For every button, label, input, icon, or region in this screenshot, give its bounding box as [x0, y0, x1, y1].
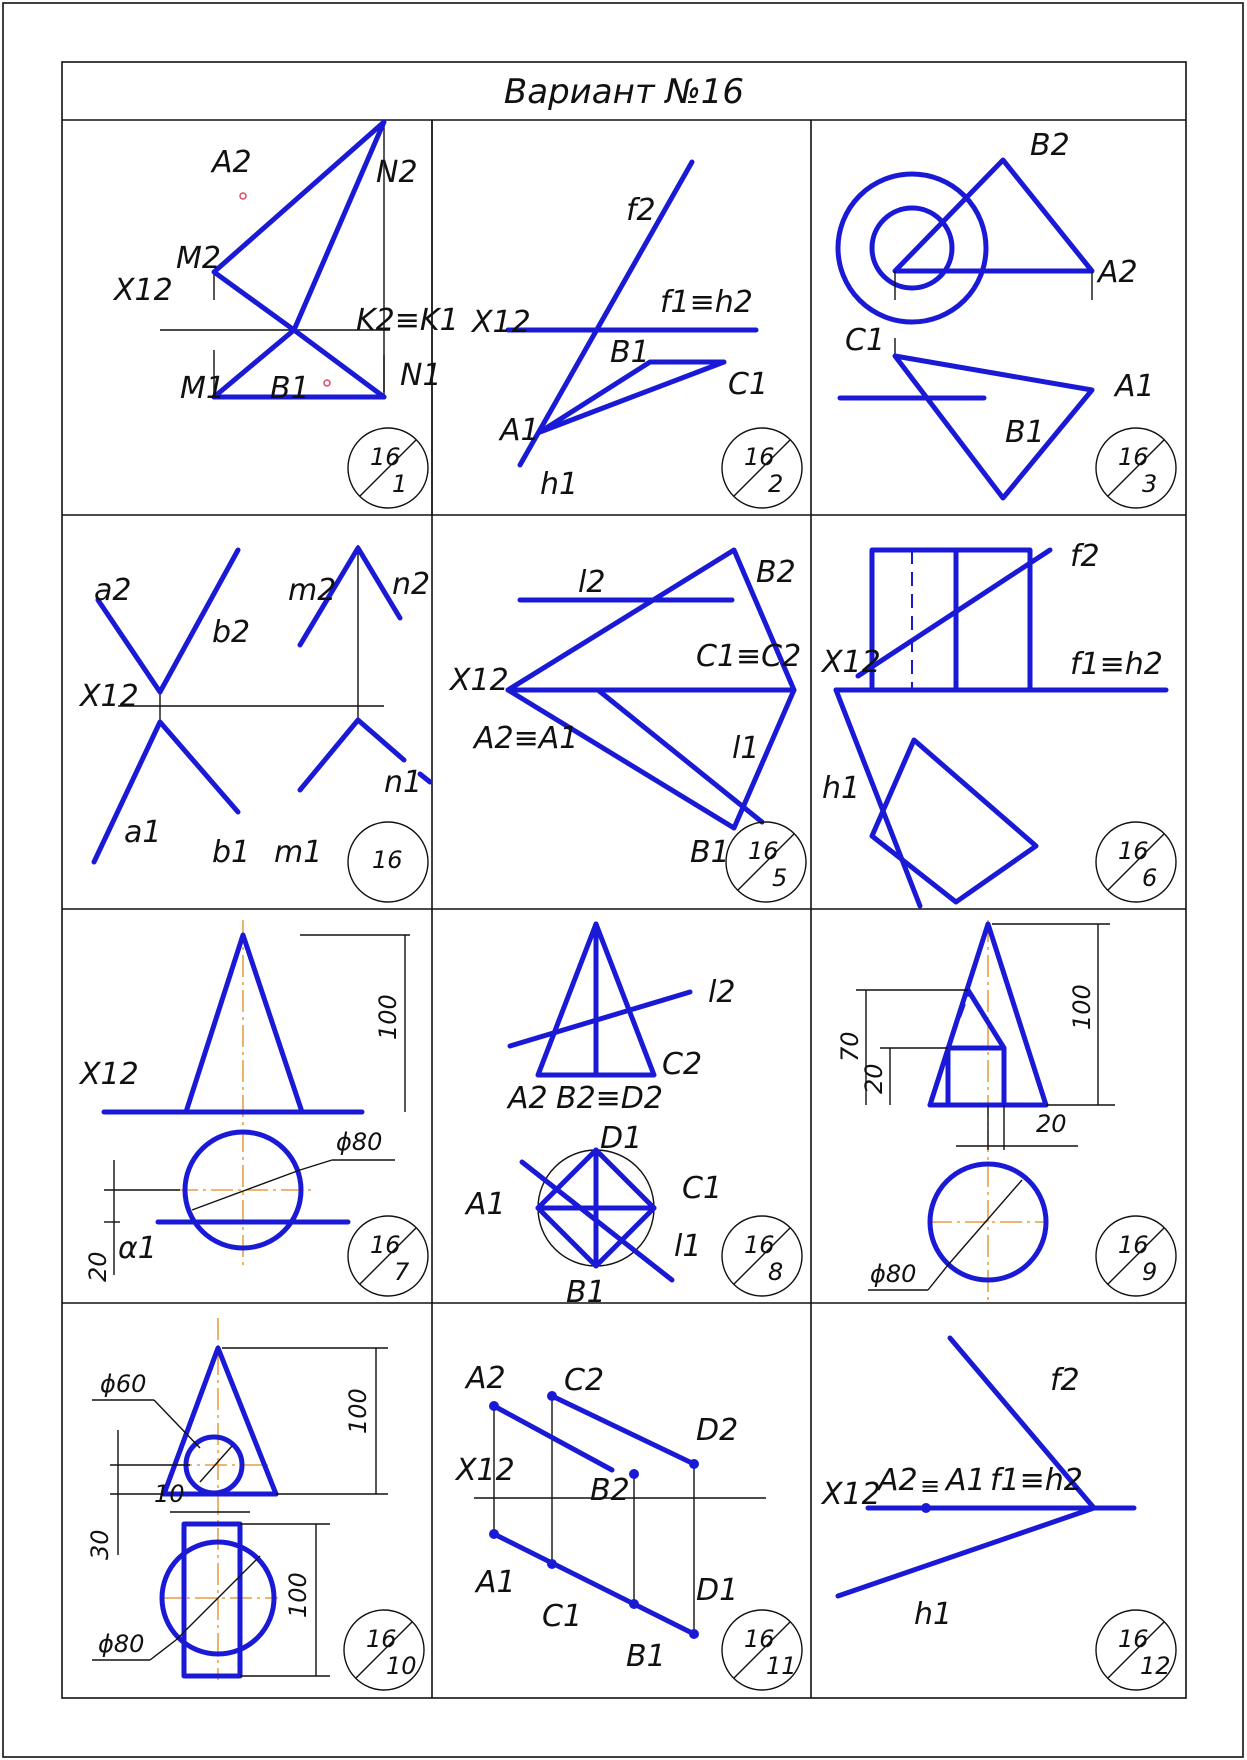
cell-8-label-4: D1	[600, 1121, 643, 1156]
cell-11-label-8: D1	[696, 1573, 739, 1608]
cell-4-label-1: b2	[212, 615, 251, 650]
cell-7-label-4: α1	[118, 1231, 157, 1266]
cell-5-label-4: A2≡A1	[474, 721, 579, 756]
cell-4-badge	[348, 822, 428, 902]
cell-1-label-0: A2	[212, 145, 252, 180]
cell-7-badge-bottom: 7	[394, 1258, 410, 1286]
cell-11-badge-top: 16	[744, 1625, 775, 1653]
cell-2-label-5: A1	[500, 413, 540, 448]
cell-10-label-0: ϕ60	[100, 1370, 147, 1398]
cell-2	[470, 162, 802, 508]
cell-1	[112, 120, 459, 515]
cell-9-label-1: 70	[836, 1031, 864, 1062]
cell-12-label-4: A1	[946, 1463, 986, 1498]
cell-6-badge-top: 16	[1118, 837, 1149, 865]
main-frame	[62, 62, 1186, 1698]
cell-9	[836, 920, 1176, 1300]
cell-12-badge-top: 16	[1118, 1625, 1149, 1653]
cell-12-label-2: A2	[878, 1463, 918, 1498]
cell-5-label-2: X12	[450, 663, 509, 698]
cell-5	[448, 550, 806, 902]
cell-6-label-2: f1≡h2	[1070, 647, 1163, 682]
cell-10-label-4: 100	[284, 1572, 312, 1618]
cell-5-badge	[726, 822, 806, 902]
cell-6-badge-bottom: 6	[1142, 864, 1158, 892]
cell-5-label-1: B2	[756, 555, 796, 590]
cell-1-badge-bottom: 1	[392, 470, 408, 498]
cell-11-label-4: B2	[590, 1473, 630, 1508]
cell-4	[78, 545, 430, 902]
cell-12	[820, 1338, 1176, 1690]
cell-10-badge	[344, 1610, 424, 1690]
cell-11	[454, 1361, 802, 1690]
cell-6	[820, 539, 1176, 906]
cell-12-label-5: f1≡h2	[990, 1463, 1083, 1498]
cell-5-label-3: C1≡C2	[696, 639, 802, 674]
cell-4-label-3: n2	[392, 567, 431, 602]
cell-6-label-1: X12	[822, 645, 881, 680]
cell-11-badge	[722, 1610, 802, 1690]
cell-4-badge-top: 16	[372, 846, 403, 874]
cell-9-badge-top: 16	[1118, 1231, 1149, 1259]
cell-8-label-0: l2	[708, 975, 736, 1010]
cell-8	[464, 924, 802, 1310]
cell-9-label-4: ϕ80	[870, 1260, 917, 1288]
cell-8-label-1: C2	[662, 1047, 703, 1082]
cell-3-badge	[1096, 428, 1176, 508]
cell-5-label-6: B1	[690, 835, 730, 870]
cell-7-badge-top: 16	[370, 1231, 401, 1259]
cell-8-label-8: B1	[566, 1275, 606, 1310]
cell-10-label-5: ϕ80	[98, 1630, 145, 1658]
cell-7-label-3: 20	[84, 1251, 112, 1282]
cell-2-label-3: B1	[610, 335, 650, 370]
cell-12-label-1: X12	[822, 1477, 881, 1512]
cell-11-badge-bottom: 11	[766, 1652, 797, 1680]
cell-1-badge-top: 16	[370, 443, 401, 471]
cell-5-label-5: l1	[732, 731, 760, 766]
cell-11-label-3: X12	[456, 1453, 515, 1488]
cell-7-label-2: ϕ80	[336, 1128, 383, 1156]
cell-1-label-2: M2	[176, 241, 221, 276]
cell-12-label-3: ≡	[920, 1472, 941, 1500]
cell-3-badge-bottom: 3	[1142, 470, 1158, 498]
cell-8-label-7: l1	[674, 1229, 702, 1264]
cell-9-label-2: 20	[860, 1063, 888, 1094]
cell-8-label-3: B2≡D2	[556, 1081, 663, 1116]
cell-2-label-1: X12	[472, 305, 531, 340]
cell-3-label-1: A2	[1098, 255, 1138, 290]
cell-6-badge	[1096, 822, 1176, 902]
cell-6-label-3: h1	[822, 771, 861, 806]
cell-6-label-0: f2	[1070, 539, 1100, 574]
cell-7-label-0: X12	[80, 1057, 139, 1092]
cell-1-label-6: B1	[270, 371, 310, 406]
cell-4-label-5: n1	[384, 765, 423, 800]
cell-2-label-4: C1	[728, 367, 769, 402]
cell-8-label-6: C1	[682, 1171, 723, 1206]
cell-8-badge-bottom: 8	[768, 1258, 784, 1286]
cell-4-label-6: a1	[124, 815, 162, 850]
cell-11-label-1: C2	[564, 1363, 605, 1398]
cell-4-label-2: m2	[288, 573, 337, 608]
cell-12-label-6: h1	[914, 1597, 953, 1632]
cell-7-badge	[348, 1216, 428, 1296]
cell-10-badge-top: 16	[366, 1625, 397, 1653]
page-title: Вариант №16	[503, 72, 745, 112]
cell-1-label-4: K2≡K1	[356, 303, 459, 338]
cell-10-label-2: 10	[154, 1480, 185, 1508]
cell-2-label-2: f1≡h2	[660, 285, 753, 320]
cell-11-label-7: B1	[626, 1639, 666, 1674]
cell-2-label-6: h1	[540, 467, 579, 502]
cell-1-label-7: N1	[400, 358, 442, 393]
cell-8-label-5: A1	[466, 1187, 506, 1222]
cell-2-badge	[722, 428, 802, 508]
cell-2-badge-bottom: 2	[768, 470, 784, 498]
cell-10	[86, 1318, 424, 1690]
cell-10-label-3: 30	[86, 1529, 114, 1560]
cell-12-badge	[1096, 1610, 1176, 1690]
cell-9-badge-bottom: 9	[1142, 1258, 1158, 1286]
cell-5-badge-bottom: 5	[772, 864, 788, 892]
cell-3	[838, 128, 1176, 508]
cell-1-label-5: M1	[180, 371, 225, 406]
cell-7-label-1: 100	[374, 994, 402, 1040]
cell-3-label-2: C1	[845, 323, 886, 358]
cell-5-label-0: l2	[578, 565, 606, 600]
cell-1-badge	[348, 428, 428, 508]
cell-9-badge	[1096, 1216, 1176, 1296]
cell-8-label-2: A2	[508, 1081, 548, 1116]
cell-5-badge-top: 16	[748, 837, 779, 865]
cell-10-badge-bottom: 10	[386, 1652, 417, 1680]
cell-7	[78, 920, 428, 1296]
cell-2-label-0: f2	[626, 193, 656, 228]
cell-4-label-0: a2	[94, 573, 132, 608]
cell-1-label-1: N2	[376, 155, 418, 190]
cell-12-badge-bottom: 12	[1140, 1652, 1171, 1680]
cell-11-label-5: A1	[476, 1565, 516, 1600]
cell-2-badge-top: 16	[744, 443, 775, 471]
cell-8-badge-top: 16	[744, 1231, 775, 1259]
cell-9-label-0: 100	[1068, 984, 1096, 1030]
cell-11-label-2: D2	[696, 1413, 739, 1448]
cell-3-label-0: B2	[1030, 128, 1070, 163]
cell-3-label-3: A1	[1115, 369, 1155, 404]
cell-12-label-0: f2	[1050, 1363, 1080, 1398]
cell-11-label-6: C1	[542, 1599, 583, 1634]
cell-10-label-1: 100	[344, 1388, 372, 1434]
cell-4-label-4: X12	[80, 679, 139, 714]
cell-9-label-3: 20	[1036, 1110, 1067, 1138]
cell-3-badge-top: 16	[1118, 443, 1149, 471]
cell-4-label-8: m1	[274, 835, 323, 870]
cell-3-label-4: B1	[1005, 415, 1045, 450]
cell-11-label-0: A2	[466, 1361, 506, 1396]
cell-4-label-7: b1	[212, 835, 251, 870]
cell-8-badge	[722, 1216, 802, 1296]
cell-1-label-3: X12	[114, 273, 173, 308]
